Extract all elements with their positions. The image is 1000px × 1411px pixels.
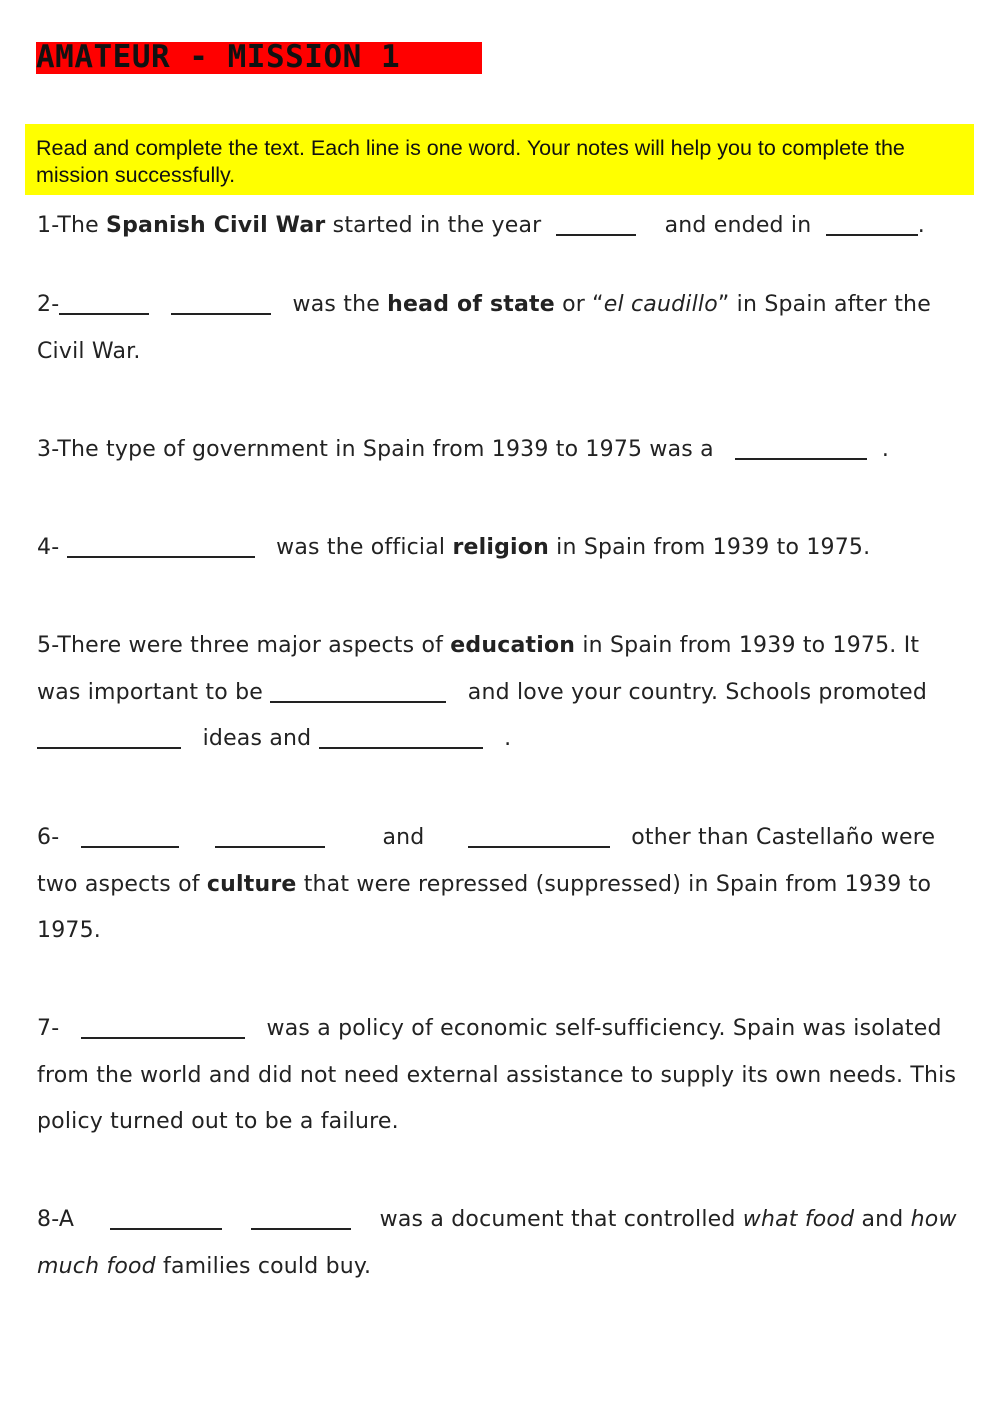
q1-prefix: 1-The <box>37 213 99 238</box>
q5-text1: in Spain from 1939 to 1975. It was important to be <box>37 633 920 705</box>
q2-text1: was the <box>292 292 380 317</box>
q8-blank-2[interactable] <box>251 1206 351 1230</box>
q6-and: and <box>382 825 425 850</box>
q2-prefix: 2- <box>37 292 60 317</box>
question-6 <box>37 815 967 955</box>
q5-blank-2[interactable] <box>37 725 181 749</box>
q7-prefix: 7- <box>37 1016 60 1041</box>
q5-blank-3[interactable] <box>319 725 483 749</box>
instructions-box: Read and complete the text. Each line is one word. Your notes will help you to complete the mission successfully. <box>25 124 974 195</box>
q6-text2: that were repressed (suppressed) in Spain from 1939 to 1975. <box>37 871 932 943</box>
q4-blank-religion[interactable] <box>67 534 255 558</box>
q7-blank-policy[interactable] <box>81 1015 245 1039</box>
q2-text3: ” in Spain after the Civil War. <box>37 292 931 364</box>
q6-blank-3[interactable] <box>468 824 610 848</box>
question-4 <box>37 525 967 572</box>
q1-between: and ended in <box>664 213 812 238</box>
question-2 <box>37 282 967 375</box>
q1-bold-term: Spanish Civil War <box>106 213 326 238</box>
q2-blank-first-name[interactable] <box>59 291 149 315</box>
q4-bold-term: religion <box>452 535 549 560</box>
q8-prefix: 8-A <box>37 1207 75 1232</box>
q8-text2: and <box>861 1207 904 1232</box>
q3-blank-government[interactable] <box>735 436 867 460</box>
q2-italic-term: el caudillo <box>603 292 718 317</box>
q2-blank-last-name[interactable] <box>171 291 271 315</box>
q3-end: . <box>881 437 890 462</box>
q5-text3: ideas and <box>202 726 312 751</box>
q1-blank-end-year[interactable] <box>826 212 918 236</box>
q2-bold-term: head of state <box>387 292 555 317</box>
q6-blank-1[interactable] <box>81 824 179 848</box>
q4-prefix: 4- <box>37 535 60 560</box>
q5-prefix: 5-There were three major aspects of <box>37 633 444 658</box>
q5-bold-term: education <box>450 633 576 658</box>
q3-text: 3-The type of government in Spain from 1939 to 1975 was a <box>37 437 714 462</box>
q8-text1: was a document that controlled <box>379 1207 736 1232</box>
question-7 <box>37 1006 967 1146</box>
q2-text2: or “ <box>562 292 604 317</box>
question-3 <box>37 427 967 474</box>
q8-italic-how-much-food: how much food <box>37 1207 957 1279</box>
q4-text1: was the official <box>276 535 446 560</box>
q6-text1: other than Castellaño were two aspects of <box>37 825 936 897</box>
q8-text3: families could buy. <box>163 1253 372 1279</box>
q5-text2: and love your country. Schools promoted <box>467 679 928 705</box>
q1-end: . <box>917 213 925 238</box>
q1-middle: started in the year <box>332 213 542 238</box>
q6-blank-2[interactable] <box>215 824 325 848</box>
q5-blank-1[interactable] <box>270 679 446 703</box>
q6-bold-term: culture <box>206 871 297 897</box>
q5-end: . <box>504 726 512 751</box>
q6-prefix: 6- <box>37 825 60 850</box>
q8-blank-1[interactable] <box>110 1206 222 1230</box>
question-8 <box>37 1197 967 1290</box>
q4-text2: in Spain from 1939 to 1975. <box>556 535 871 560</box>
q1-blank-start-year[interactable] <box>556 212 636 236</box>
page-title: AMATEUR - MISSION 1 <box>36 42 482 74</box>
question-5 <box>37 623 967 763</box>
q7-text: was a policy of economic self-sufficiency. Spain was isolated from the world and did not need external assistance to supply its own needs. This policy turned out to be a failure. <box>37 1016 957 1134</box>
question-1 <box>37 203 967 250</box>
q8-italic-what-food: what food <box>742 1207 855 1232</box>
